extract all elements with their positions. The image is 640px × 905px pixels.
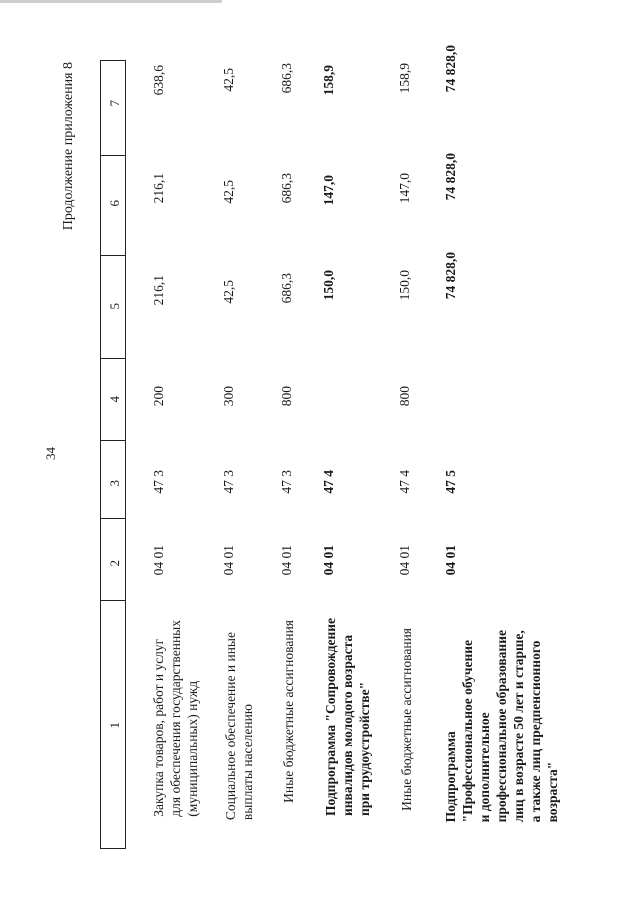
cell-year-1: 216,1: [151, 275, 166, 306]
cell-year-3: 158,9: [321, 65, 336, 96]
cell-year-2: 42,5: [221, 180, 236, 204]
cell-year-1: 686,3: [279, 273, 294, 304]
cell-year-1: 150,0: [321, 270, 336, 301]
cell-year-2: 147,0: [321, 175, 336, 206]
subprogram-label: Подпрограмма "Профессиональное обучение и дополнительное профессиональное образование лиц в возрасте 50 лет и старше, а также лиц предпенсионного возраста": [443, 630, 560, 823]
cell-year-2: 147,0: [397, 173, 412, 204]
cell-subsection: 47 4: [321, 470, 336, 494]
cell-subsection: 47 3: [151, 470, 166, 494]
cell-type: 200: [151, 386, 166, 407]
cell-year-2: 216,1: [151, 173, 166, 204]
cell-year-3: 42,5: [221, 68, 236, 92]
cell-year-3: 158,9: [397, 63, 412, 94]
cell-section: 04 01: [443, 545, 458, 576]
col-header: 7: [107, 100, 122, 107]
cell-type: 800: [279, 386, 294, 407]
header-row-border: [125, 60, 126, 849]
col-divider: [100, 518, 126, 519]
cell-subsection: 47 3: [221, 470, 236, 494]
col-header: 2: [107, 560, 122, 567]
cell-year-1: 42,5: [221, 280, 236, 304]
cell-section: 04 01: [221, 545, 236, 576]
row-label: Иные бюджетные ассигнования: [281, 620, 296, 803]
cell-year-3: 74 828,0: [443, 45, 458, 93]
subprogram-label: Подпрограмма "Сопровождение инвалидов молодого возраста при трудоустройстве": [323, 618, 372, 817]
row-label: Закупка товаров, работ и услуг для обеспечения государственных (муниципальных) нужд: [151, 620, 200, 817]
cell-section: 04 01: [279, 545, 294, 576]
col-divider: [100, 600, 126, 601]
col-header: 4: [107, 396, 122, 403]
col-header: 3: [107, 480, 122, 487]
cell-section: 04 01: [151, 545, 166, 576]
cell-type: 300: [221, 386, 236, 407]
table-bottom-border: [100, 848, 126, 849]
cell-section: 04 01: [321, 545, 336, 576]
col-divider: [100, 255, 126, 256]
cell-year-3: 686,3: [279, 63, 294, 94]
cell-section: 04 01: [397, 545, 412, 576]
appendix-caption: Продолжение приложения 8: [61, 62, 76, 231]
col-divider: [100, 155, 126, 156]
col-divider: [100, 358, 126, 359]
col-header: 5: [107, 303, 122, 310]
table-left-border: [100, 60, 101, 849]
cell-year-2: 686,3: [279, 173, 294, 204]
page-number: 34: [43, 447, 58, 460]
scan-edge-mark: [0, 0, 222, 3]
cell-year-1: 150,0: [397, 270, 412, 301]
col-header: 1: [107, 722, 122, 729]
cell-type: 800: [397, 386, 412, 407]
cell-subsection: 47 5: [443, 470, 458, 494]
row-label: Социальное обеспечение и иные выплаты населению: [223, 632, 255, 821]
row-label: Иные бюджетные ассигнования: [399, 628, 414, 811]
col-header: 6: [107, 200, 122, 207]
cell-year-2: 74 828,0: [443, 153, 458, 201]
table-top-border: [100, 60, 126, 61]
cell-year-1: 74 828,0: [443, 252, 458, 300]
cell-year-3: 638,6: [151, 65, 166, 96]
cell-subsection: 47 4: [397, 470, 412, 494]
col-divider: [100, 440, 126, 441]
cell-subsection: 47 3: [279, 470, 294, 494]
